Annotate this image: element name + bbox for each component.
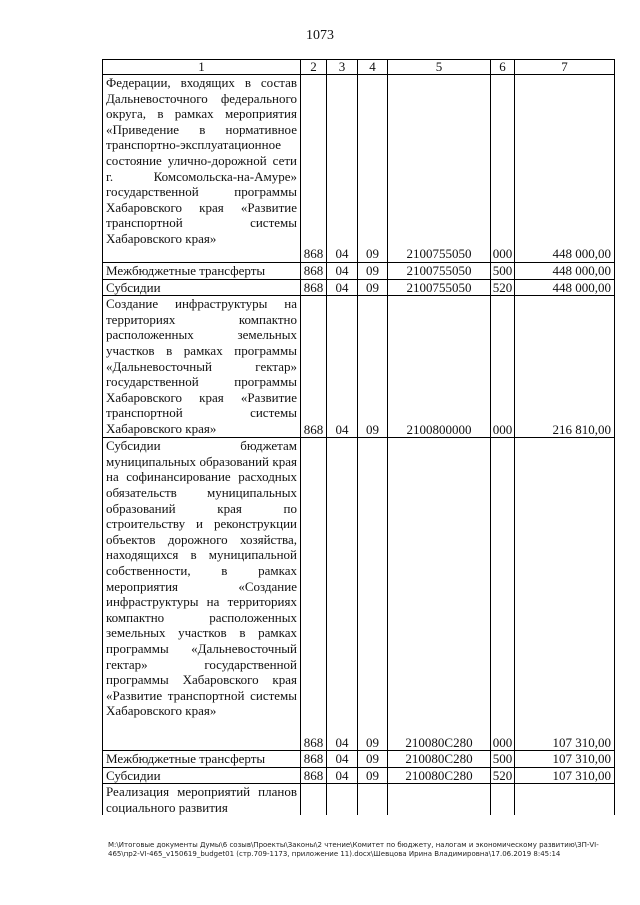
header-cell: 5 [388,60,491,75]
document-path-footer: M:\Итоговые документы Думы\6 созыв\Проекты\Законы\2 чтение\Комитет по бюджету, налогам и экономическому развитию\ЗП-VI-465\пр2-VI-465_v150619_budget01 (стр.709-1173, приложение 11).docx\Шевцова Ирина Владимировна\17.06.2019 8:45:14 [108,841,599,858]
table-row [103,296,615,438]
cell-subsection: 09 [358,279,388,296]
cell-expense-type: 500 [491,263,515,280]
cell-expense-type: 520 [491,767,515,784]
cell-grbs: 868 [301,263,327,280]
row-name: Межбюджетные трансферты [103,751,301,768]
cell-amount: 107 310,00 [515,767,615,784]
cell-section: 04 [327,751,358,768]
cell-expense-type: 000 [491,75,515,263]
header-cell: 3 [327,60,358,75]
cell-grbs: 868 [301,75,327,263]
row-name: Субсидии [103,767,301,784]
cell-section: 04 [327,767,358,784]
row-name: Межбюджетные трансферты [103,263,301,280]
row-name: Создание инфраструктуры на территориях компактно расположенных земельных участков в рамках программы «Дальневосточный гектар» государственной программы Хабаровского края «Развитие транспортной системы Хабаровского края» [103,296,301,438]
row-name: Реализация мероприятий планов социального развития [103,784,301,816]
header-cell: 7 [515,60,615,75]
cell-subsection: 09 [358,263,388,280]
row-name: Субсидии бюджетам муниципальных образований края на софинансирование расходных обязательств муниципальных образований края по строительству и реконструкции объектов дорожного хозяйства, находящихся в муниципальной собственности, в рамках мероприятия «Создание инфраструктуры на территориях компактно расположенных земельных участков в рамках программы «Дальневосточный гектар» государственной программы Хабаровского края «Развитие транспортной системы Хабаровского края» [103,438,301,751]
cell-grbs [301,784,327,816]
table-row [103,279,615,296]
cell-subsection: 09 [358,751,388,768]
cell-target-article: 2100800000 [388,296,491,438]
cell-expense-type: 000 [491,438,515,751]
cell-target-article [388,784,491,816]
cell-section: 04 [327,75,358,263]
header-row [103,60,615,75]
cell-expense-type: 500 [491,751,515,768]
cell-amount: 448 000,00 [515,75,615,263]
cell-section: 04 [327,263,358,280]
budget-table [102,59,615,815]
cell-grbs: 868 [301,279,327,296]
cell-target-article: 2100755050 [388,75,491,263]
table-row [103,75,615,263]
cell-expense-type: 520 [491,279,515,296]
cell-amount: 216 810,00 [515,296,615,438]
cell-amount: 107 310,00 [515,438,615,751]
cell-grbs: 868 [301,767,327,784]
cell-grbs: 868 [301,751,327,768]
cell-subsection [358,784,388,816]
cell-target-article: 210080С280 [388,751,491,768]
cell-subsection: 09 [358,75,388,263]
header-cell: 1 [103,60,301,75]
cell-expense-type [491,784,515,816]
header-cell: 4 [358,60,388,75]
cell-subsection: 09 [358,438,388,751]
cell-grbs: 868 [301,438,327,751]
cell-expense-type: 000 [491,296,515,438]
cell-amount: 448 000,00 [515,279,615,296]
cell-section: 04 [327,279,358,296]
cell-section: 04 [327,438,358,751]
cell-subsection: 09 [358,767,388,784]
cell-amount: 448 000,00 [515,263,615,280]
row-name: Федерации, входящих в состав Дальневосточного федерального округа, в рамках мероприятия «Приведение в нормативное транспортно-эксплуатационное состояние улично-дорожной сети г. Комсомольска-на-Амуре» государственной программы Хабаровского края «Развитие транспортной системы Хабаровского края» [103,75,301,263]
row-name: Субсидии [103,279,301,296]
table-row [103,751,615,768]
cell-section: 04 [327,296,358,438]
header-cell: 6 [491,60,515,75]
header-cell: 2 [301,60,327,75]
table-row [103,784,615,816]
table-row [103,438,615,751]
table-row [103,767,615,784]
cell-target-article: 210080С280 [388,438,491,751]
cell-target-article: 2100755050 [388,279,491,296]
cell-section [327,784,358,816]
cell-target-article: 210080С280 [388,767,491,784]
table-row [103,263,615,280]
cell-target-article: 2100755050 [388,263,491,280]
cell-grbs: 868 [301,296,327,438]
cell-amount: 107 310,00 [515,751,615,768]
page-number: 1073 [306,28,334,43]
cell-subsection: 09 [358,296,388,438]
cell-amount [515,784,615,816]
